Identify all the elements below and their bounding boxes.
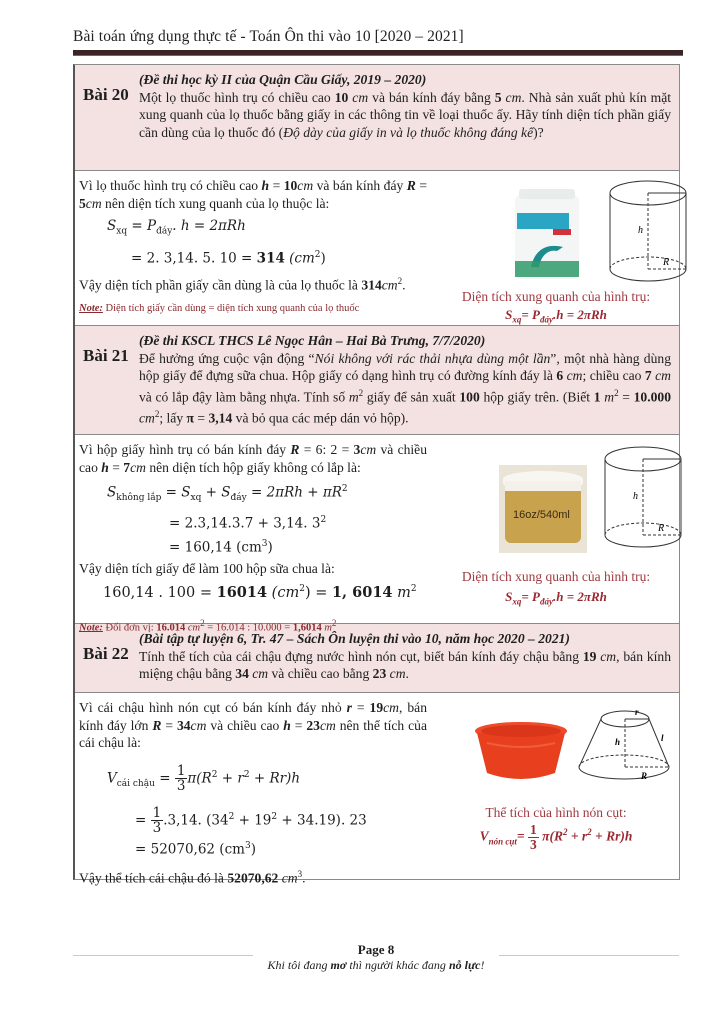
solution-intro: Vì cái chậu hình nón cụt có bán kính đáy nhỏ r = 19cm, bán kính đáy lớn R = 34cm và chiều cao h = 23cm nên thể tích của cái chậu là: xyxy=(79,700,427,750)
page-number: Page 8 xyxy=(357,942,395,957)
figure-panel xyxy=(433,435,679,623)
diagram-label-r: R xyxy=(658,523,665,534)
diagram-label-r: R xyxy=(663,257,670,268)
problem-20-statement xyxy=(75,65,679,171)
red-plastic-basin-photo xyxy=(473,721,569,783)
problem-text: (Bài tập tự luyện 6, Tr. 47 – Sách Ôn luyện thi vào 10, năm học 2020 – 2021) Tính thể tích của cái chậu đựng nước hình nón cụt, biết bán kính đáy chậu bằng 19 cm, bán kính miệng chậu bằng 34 cm và chiều cao bằng 23 cm. xyxy=(139,631,671,681)
problem-number: Bài 20 xyxy=(83,85,129,104)
diagram-label-r-small: r xyxy=(635,707,639,717)
footer-motto: Khi tôi đang mơ thì người khác đang nỗ lực! xyxy=(267,958,485,972)
problem-21-statement xyxy=(75,326,679,435)
math-line: $S_{không lắp} = S_{xq} + S_{đáy} = 2\pi Rh + \pi R^2$ xyxy=(107,484,348,504)
problem-source: (Bài tập tự luyện 6, Tr. 47 – Sách Ôn luyện thi vào 10, năm học 2020 – 2021) xyxy=(139,631,570,646)
figure-panel xyxy=(433,693,679,879)
solution-intro: Vì lọ thuốc hình trụ có chiều cao h = 10cm và bán kính đáy R = 5cm nên diện tích xung quanh của lọ thuộc là: xyxy=(79,178,427,211)
problem-source: (Đề thi KSCL THCS Lê Ngọc Hân – Hai Bà Trưng, 7/7/2020) xyxy=(139,333,486,348)
header-rule xyxy=(73,50,683,56)
diagram-label-r-large: R xyxy=(641,771,648,781)
medicine-bottle-photo xyxy=(513,189,583,281)
math-line: = 160,14 $(cm^3)$ xyxy=(169,538,273,556)
math-line: = 2. 3,14. 5. 10 = 314 $(cm^2)$ xyxy=(131,249,326,267)
problems-frame xyxy=(73,64,680,886)
problem-text: (Đề thi học kỳ II của Quận Cầu Giấy, 2019 – 2020) Một lọ thuốc hình trụ có chiều cao 10 cm và bán kính đáy bằng 5 cm. Nhà sản xuất phủ kín mặt xung quanh của lọ thuốc bằng giấy in các thông tin về loại thuốc ấy. Hãy tính diện tích phần giấy cần dùng của lọ thuốc đó (Độ dày của giấy in và lọ thuốc không đáng kể)? xyxy=(139,72,672,140)
solution-conclusion: Vậy diện tích phần giấy cần dùng là của lọ thuốc là $314cm^2$. xyxy=(79,276,406,293)
math-line: 160,14 . 100 = 16014 $(cm^2) = 1$, 6014 $m^2$ xyxy=(103,583,417,601)
solution-conclusion: Vậy diện tích giấy để làm 100 hộp sữa chua là: xyxy=(79,561,335,577)
problem-number: Bài 21 xyxy=(83,346,129,365)
problem-source: (Đề thi học kỳ II của Quận Cầu Giấy, 2019 – 2020) xyxy=(139,72,427,87)
figure-formula: $V_{nón cụt}=$ $\frac{1}{3}$ $\pi(R^2 + r^2 + Rr)h$ xyxy=(479,822,633,852)
figure-caption: Diện tích xung quanh của hình trụ: xyxy=(461,289,651,304)
figure-formula: $S_{xq}= P_{đáy}.h = 2\pi Rh$ xyxy=(505,307,607,325)
fraction-one-third: $\frac{1}{3}$ xyxy=(152,805,162,837)
math-line: = 52070,62 $(cm^3)$ xyxy=(135,841,256,858)
document-title: Bài toán ứng dụng thực tế - Toán Ôn thi vào 10 [2020 – 2021] xyxy=(73,28,464,45)
cylinder-diagram xyxy=(603,177,693,287)
problem-20-solution xyxy=(75,171,679,326)
solution-conclusion: Vậy thể tích cái chậu đó là 52070,62 $cm^3$. xyxy=(79,868,306,886)
diagram-label-h: h xyxy=(615,737,621,747)
solution-text xyxy=(75,693,433,886)
diagram-label-h: h xyxy=(633,491,638,502)
solution-note: Note: Đổi đơn vị: 16.014 $cm^2 = 16.014$ : 10.000 = 1,6014 $m^2$ xyxy=(79,617,337,634)
page-footer xyxy=(73,942,679,973)
document-header xyxy=(73,28,683,56)
solution-intro: Vì hộp giấy hình trụ có bán kính đáy R = 6: 2 = 3cm và chiều cao h = 7cm nên diện tích hộp giấy không có lắp là: xyxy=(79,442,428,475)
problem-21-solution xyxy=(75,435,679,634)
figure-caption: Thể tích của hình nón cụt: xyxy=(485,805,627,820)
math-line: = $\frac{1}{3}$ .3,14. $(34^2 + 19^2 + 34.19)$. 23 xyxy=(135,805,367,837)
footer-rule-left xyxy=(73,955,253,956)
problem-number: Bài 22 xyxy=(83,644,129,663)
solution-note: Note: Diện tích giấy cần dùng = diện tích xung quanh của lọ thuốc xyxy=(79,303,360,315)
solution-text xyxy=(75,435,433,634)
yogurt-paper-cup-photo xyxy=(499,465,587,553)
diagram-label-h: h xyxy=(638,225,643,236)
footer-rule-right xyxy=(499,955,679,956)
figure-caption: Diện tích xung quanh của hình trụ: xyxy=(461,569,651,584)
math-line: = 2.3,14.3.7 + 3,14. $3^2$ xyxy=(169,515,327,532)
cup-label: 16oz/540ml xyxy=(513,509,570,521)
math-line: $S_{xq} = P_{đáy}$. h = 2πRh xyxy=(107,218,246,237)
cylinder-diagram xyxy=(598,443,688,553)
problem-22-solution xyxy=(75,693,679,886)
math-line: $V_{cái chậu}$ = $\frac{1}{3}$ $\pi(R^2 + r^2 + Rr)h$ xyxy=(107,763,301,794)
solution-text xyxy=(75,171,433,325)
fraction-one-third: $\frac{1}{3}$ xyxy=(176,763,186,794)
problem-text: (Đề thi KSCL THCS Lê Ngọc Hân – Hai Bà Trưng, 7/7/2020) Để hưởng ứng cuộc vận động “Nói không với rác thải nhựa dùng một lần”, một nhà hàng dùng hộp giấy để đựng sữa chua. Hộp giấy có dạng hình trụ có đường kính đáy là 6 cm; chiều cao 7 cm và có lắp đậy làm bằng nhựa. Tính số $m^2$ giấy để sản xuất 100 hộp giấy trên. (Biết 1 $m^2 = 10.000$ $cm^2$; lấy π = 3,14 và bỏ qua các mép dán vỏ hộp). xyxy=(139,333,671,426)
truncated-cone-diagram xyxy=(573,701,673,791)
figure-panel xyxy=(433,171,679,325)
figure-formula: $S_{xq}= P_{đáy}.h = 2\pi Rh$ xyxy=(505,589,607,607)
diagram-label-l: l xyxy=(661,733,664,743)
